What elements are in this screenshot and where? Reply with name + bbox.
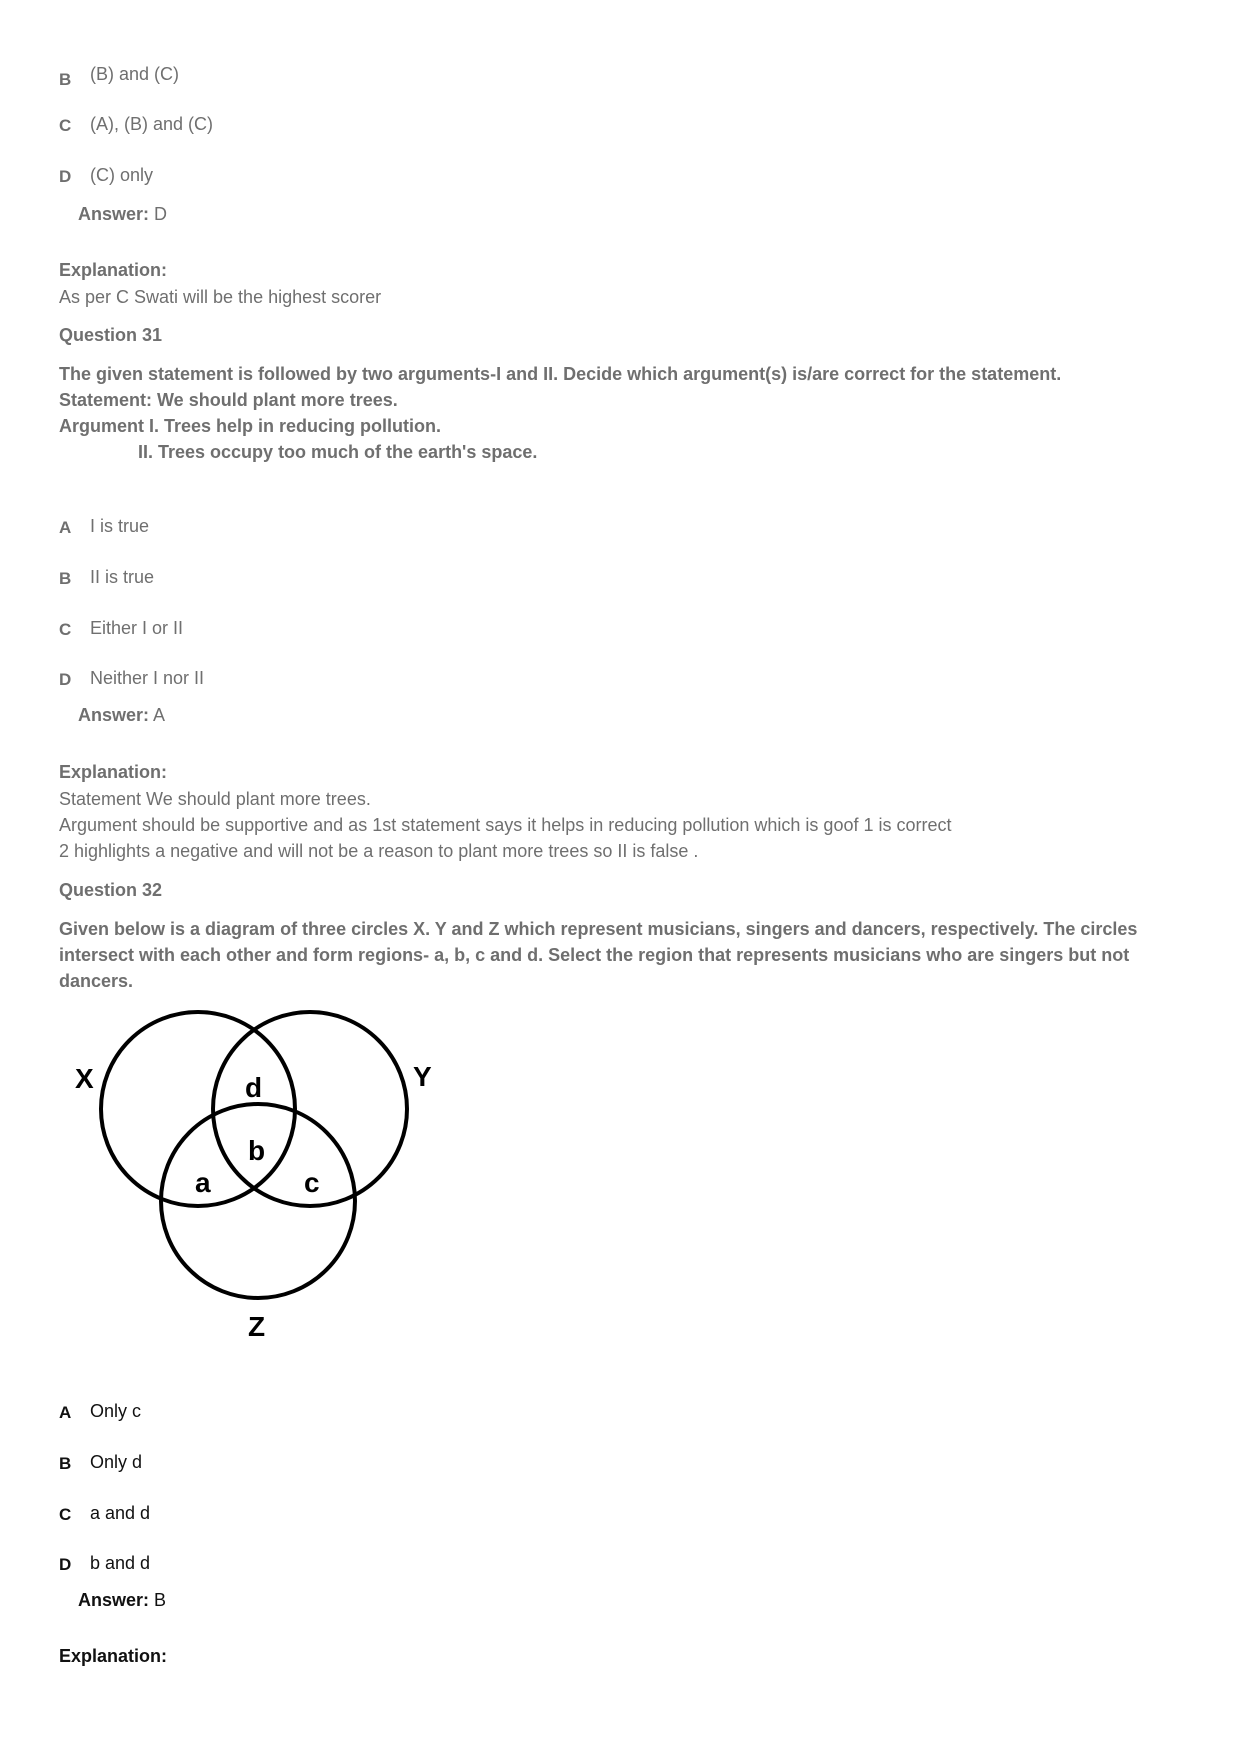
q30-option-c-letter: C <box>59 116 72 135</box>
q32-option-a-text: Only c <box>90 1401 142 1421</box>
circle-z-label: Z <box>248 1311 266 1342</box>
q31-option-c-letter: C <box>59 620 72 639</box>
q31-statement-line: II. Trees occupy too much of the earth's space. <box>138 442 538 462</box>
q30-answer-label: Answer: <box>78 204 150 224</box>
q32-statement-line: Given below is a diagram of three circles X. Y and Z which represent musicians, singers and dancers, respectively. The circles <box>59 919 1138 939</box>
q31-option-a-text: I is true <box>90 516 150 536</box>
region-d-label: d <box>245 1072 263 1103</box>
q31-answer-label: Answer: <box>78 705 150 725</box>
q30-option-c-text: (A), (B) and (C) <box>90 114 214 134</box>
q30-option-d-letter: D <box>59 167 72 186</box>
q31-explanation-label: Explanation: <box>59 762 168 782</box>
q32-answer-value: B <box>154 1590 167 1610</box>
circle-y-label: Y <box>413 1061 432 1092</box>
q31-option-c-text: Either I or II <box>90 618 184 638</box>
q30-explanation-line: As per C Swati will be the highest scorer <box>59 287 382 307</box>
q32-option-b-letter: B <box>59 1454 72 1473</box>
q30-option-d-text: (C) only <box>90 165 154 185</box>
q32-option-a-letter: A <box>59 1403 72 1422</box>
q32-option-d-letter: D <box>59 1555 72 1574</box>
region-b-label: b <box>248 1135 266 1166</box>
circle-z <box>161 1104 355 1298</box>
q31-answer <box>78 705 165 726</box>
q32-statement-line: dancers. <box>59 971 134 991</box>
q32-explanation-label: Explanation: <box>59 1646 168 1666</box>
q32-statement-line: intersect with each other and form regions- a, b, c and d. Select the region that represents musicians who are singers but not <box>59 945 1130 965</box>
q31-statement-line: Argument I. Trees help in reducing pollution. <box>59 416 442 436</box>
q31-explanation-line: Argument should be supportive and as 1st statement says it helps in reducing pollution which is goof 1 is correct <box>59 815 952 835</box>
q31-answer-value: A <box>153 705 166 725</box>
q31-option-b-text: II is true <box>90 567 155 587</box>
region-a-label: a <box>195 1167 211 1198</box>
q32-answer <box>78 1590 166 1611</box>
q30-option-b-text: (B) and (C) <box>90 64 180 84</box>
q32-option-c-text: a and d <box>90 1503 151 1523</box>
q31-statement-line: Statement: We should plant more trees. <box>59 390 398 410</box>
q32-option-c-letter: C <box>59 1505 72 1524</box>
q30-explanation-label: Explanation: <box>59 260 168 280</box>
q32-option-b-text: Only d <box>90 1452 143 1472</box>
q31-statement-line: The given statement is followed by two arguments-I and II. Decide which argument(s) is/are correct for the statement. <box>59 364 1062 384</box>
q31-option-d-letter: D <box>59 670 72 689</box>
q31-explanation-line: 2 highlights a negative and will not be a reason to plant more trees so II is false . <box>59 841 699 861</box>
q30-answer-value: D <box>154 204 168 224</box>
q30-option-b-letter: B <box>59 70 72 89</box>
q31-number: Question 31 <box>59 325 163 345</box>
venn-diagram <box>55 1000 455 1350</box>
region-c-label: c <box>304 1167 320 1198</box>
q32-answer-label: Answer: <box>78 1590 150 1610</box>
q30-answer <box>78 204 167 225</box>
q32-option-d-text: b and d <box>90 1553 151 1573</box>
circle-x-label: X <box>75 1063 94 1094</box>
q32-number: Question 32 <box>59 880 163 900</box>
q31-option-a-letter: A <box>59 518 72 537</box>
q31-option-b-letter: B <box>59 569 72 588</box>
q31-explanation-line: Statement We should plant more trees. <box>59 789 371 809</box>
q31-option-d-text: Neither I nor II <box>90 668 205 688</box>
